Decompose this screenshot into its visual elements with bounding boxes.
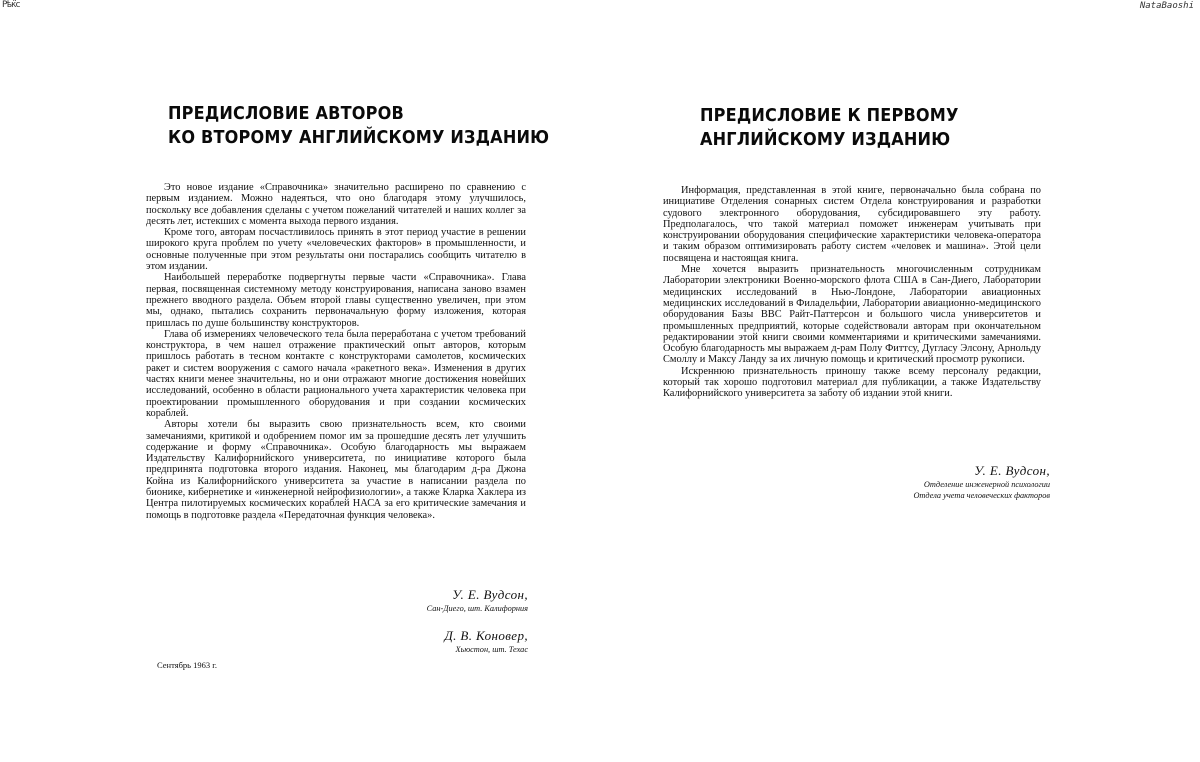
signature-conover xyxy=(380,628,528,655)
right-paragraph-1: Информация, представленная в этой книге, первоначально была собрана по инициативе Отделения сонарных систем Отдела конструирования и разработки судового электронного оборудования, субсидировавшего эту работу. Предполагалось, что такой материал поможет инженерам учитывать при конструировании оборудования специфические характеристики человека-оператора и таким образом оптимизировать работу систем «человек и машина». Этой цели посвящена и настоящая книга. xyxy=(663,185,1041,264)
left-page-body xyxy=(146,182,526,521)
left-paragraph-1: Это новое издание «Справочника» значительно расширено по сравнению с первым изданием. Можно надеяться, что оно благодаря этому улучшилось, поскольку все добавления сделаны с учетом пожеланий читателей и наших коллег за десять лет, истекших с момента выхода первого издания. xyxy=(146,182,526,227)
right-paragraph-2: Мне хочется выразить признательность многочисленным сотрудникам Лаборатории электроники Военно-морского флота США в Сан-Диего, Лаборатории медицинских исследований в Нью-Лондоне, Лаборатории авиационных медицинских исследований в Филадельфии, Лаборатории авиационно-медицинского оборудования Базы ВВС Райт-Паттерсон и большого числа университетов и промышленных предприятий, которые содействовали авторам при окончательном редактировании этой книги своими комментариями и критическими замечаниями. Особую благодарность мы выражаем д-рам Полу Фиттсу, Дугласу Элсону, Арнольду Смоллу и Максу Ланду за их личную помощь и критический просмотр рукописи. xyxy=(663,264,1041,366)
scan-mark-left: Рѣ̈кс xyxy=(2,0,20,10)
signer-place: Хьюстон, шт. Техас xyxy=(455,645,528,654)
right-page xyxy=(600,0,1200,762)
scan-mark-right: NataBaoshi xyxy=(1139,1,1194,11)
left-paragraph-5: Авторы хотели бы выразить свою признательность всем, кто своими замечаниями, критикой и одобрением помог им за прошедшие десять лет улучшить содержание и форму «Справочника». Особую благодарность мы выражаем Издательству Калифорнийского университета, по инициативе которого была предпринята подготовка второго издания. Наконец, мы благодарим д-ра Джона Койна из Калифорнийского университета за участие в написании раздела по бионике, кибернетике и «инженерной нейрофизиологии», а также Кларка Хаклера из Центра пилотируемых космических кораблей НАСА за его критические замечания и помощь в подготовке раздела «Передаточная функция человека». xyxy=(146,419,526,521)
right-paragraph-3: Искреннюю признательность приношу также всему персоналу редакции, который так хорошо подготовил материал для публикации, а также Издательству Калифорнийского университета за заботу об издании этой книги. xyxy=(663,365,1041,400)
signer-name: У. Е. Вудсон, xyxy=(974,463,1050,478)
right-page-body xyxy=(663,185,1041,400)
left-heading-line1: ПРЕДИСЛОВИЕ АВТОРОВ xyxy=(168,104,404,124)
signer-place: Сан-Диего, шт. Калифорния xyxy=(426,604,528,613)
right-page-heading xyxy=(700,104,959,152)
signer-name: У. Е. Вудсон, xyxy=(452,587,528,602)
signature-woodson xyxy=(380,587,528,614)
right-heading-line1: ПРЕДИСЛОВИЕ К ПЕРВОМУ xyxy=(700,106,959,126)
left-heading-line2: КО ВТОРОМУ АНГЛИЙСКОМУ ИЗДАНИЮ xyxy=(168,128,550,148)
signer-department: Отдела учета человеческих факторов xyxy=(913,491,1050,500)
left-paragraph-4: Глава об измерениях человеческого тела была переработана с учетом требований конструктора, в чем нашел отражение практический опыт авторов, которым пришлось работать в тесном контакте с конструкторами самолетов, космических ракет и систем вооружения с самого начала «ракетного века». Изменения в других частях книги менее значительны, но и они отражают многие достижения новейших исследований, особенно в области рационального учета характеристик человека при проектировании промышленного оборудования и при создании космических кораблей. xyxy=(146,328,526,419)
right-heading-line2: АНГЛИЙСКОМУ ИЗДАНИЮ xyxy=(700,130,951,150)
signer-name: Д. В. Коновер, xyxy=(444,628,528,643)
left-page-heading xyxy=(168,102,549,150)
signature-woodson-first xyxy=(870,463,1050,501)
preface-date: Сентябрь 1963 г. xyxy=(157,660,217,670)
signer-department: Отделение инженерной психологии xyxy=(923,480,1050,489)
left-paragraph-3: Наибольшей переработке подвергнуты первые части «Справочника». Глава первая, посвященная системному методу конструирования, написана заново взамен прежнего вводного раздела. Объем второй главы существенно увеличен, при этом мы, однако, пытались сохранить первоначальную форму изложения, которая пришлась по душе большинству конструкторов. xyxy=(146,272,526,329)
left-paragraph-2: Кроме того, авторам посчастливилось принять в этот период участие в решении широкого круга проблем по учету «человеческих факторов» в промышленности, и основные полученные при этом результаты они постарались сообщить читателю в этом издании. xyxy=(146,227,526,273)
